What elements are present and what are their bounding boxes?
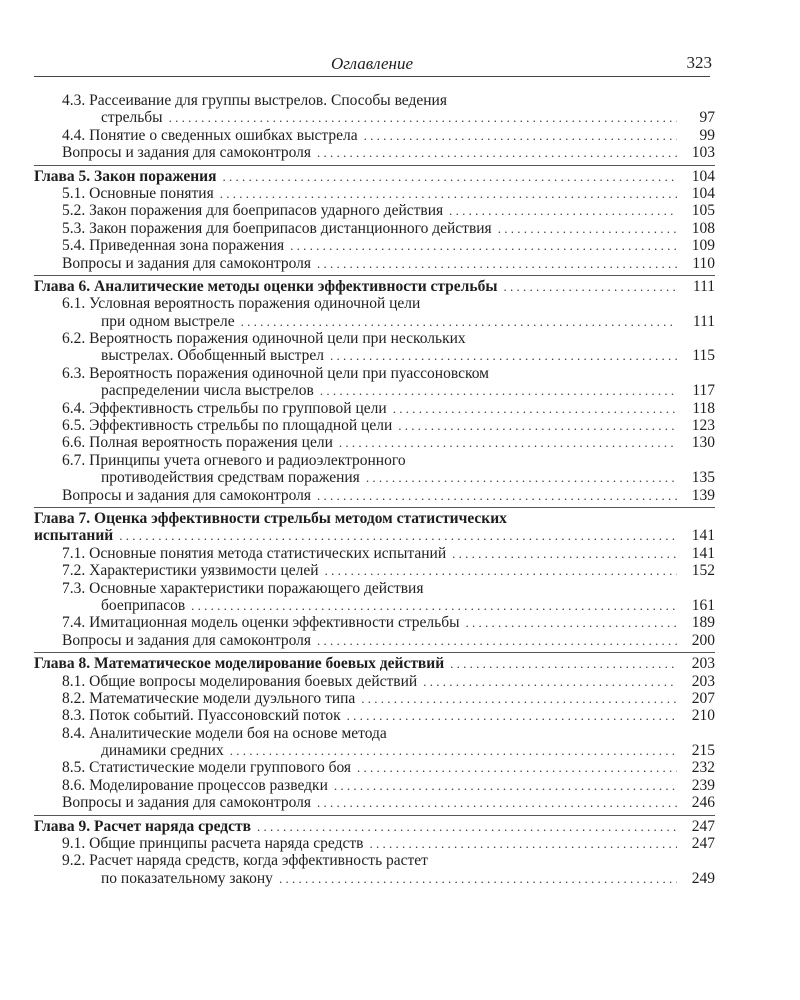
- dot-leader: [449, 202, 677, 219]
- toc-section-entry[interactable]: [34, 852, 715, 887]
- toc-section-entry[interactable]: [34, 92, 715, 127]
- toc-entry-title: Вопросы и задания для самоконтроля: [62, 254, 312, 272]
- toc-section-entry[interactable]: [34, 690, 715, 707]
- toc-review-entry[interactable]: [34, 632, 715, 649]
- toc-entry-title: 7.1. Основные понятия метода статистических испытаний: [62, 544, 447, 562]
- toc-entry-title: выстрелах. Обобщенный выстрел: [101, 347, 324, 365]
- toc-entry-page: 108: [691, 219, 715, 237]
- toc-entry-page: 97: [699, 109, 715, 127]
- toc-entry-title: Вопросы и задания для самоконтроля: [62, 144, 312, 162]
- toc-section-entry[interactable]: [34, 330, 715, 365]
- dot-leader: [325, 562, 677, 579]
- toc-entry-page: 152: [691, 562, 715, 580]
- toc-section-entry[interactable]: [34, 759, 715, 776]
- toc-entry-title: 4.4. Понятие о сведенных ошибках выстрела: [62, 126, 358, 144]
- toc-section-entry[interactable]: [34, 545, 715, 562]
- toc-entry-page: 111: [692, 312, 715, 330]
- toc-entry-page: 200: [691, 631, 715, 649]
- toc-entry-page: 141: [691, 544, 715, 562]
- toc-entry-page: 207: [691, 689, 715, 707]
- dot-leader: [317, 794, 677, 811]
- toc-entry-page: 103: [691, 144, 715, 162]
- toc-review-entry[interactable]: [34, 255, 715, 272]
- toc-entry-title: при одном выстреле: [101, 312, 235, 330]
- toc-entry-page: 203: [691, 655, 715, 673]
- toc-entry-title: испытаний: [34, 527, 114, 545]
- toc-section-entry[interactable]: [34, 452, 715, 487]
- toc-chapter-entry[interactable]: [34, 815, 715, 835]
- toc-section-entry[interactable]: [34, 365, 715, 400]
- toc-entry-title: 7.3. Основные характеристики поражающего действия: [62, 579, 424, 597]
- dot-leader: [317, 255, 677, 272]
- toc-section-entry[interactable]: [34, 835, 715, 852]
- toc-entry-page: 104: [691, 167, 715, 185]
- toc-entry-title: по показательному закону: [101, 869, 273, 887]
- dot-leader: [317, 144, 677, 161]
- toc-entry-title: 5.3. Закон поражения для боеприпасов дистанционного действия: [62, 219, 492, 237]
- toc-entry-page: 109: [691, 237, 715, 255]
- toc-entry-title: Глава 8. Математическое моделирование боевых действий: [34, 655, 445, 673]
- dot-leader: [347, 707, 677, 724]
- table-of-contents: [34, 92, 715, 887]
- toc-chapter-entry[interactable]: [34, 275, 715, 295]
- dot-leader: [503, 278, 677, 295]
- dot-leader: [498, 220, 677, 237]
- toc-entry-title: 6.4. Эффективность стрельбы по групповой цели: [62, 399, 387, 417]
- toc-entry-title: 9.2. Расчет наряда средств, когда эффективность растет: [62, 852, 428, 870]
- toc-section-entry[interactable]: [34, 417, 715, 434]
- toc-entry-page: 215: [691, 742, 715, 760]
- toc-entry-title: 7.4. Имитационная модель оценки эффективности стрельбы: [62, 614, 460, 632]
- toc-chapter-entry[interactable]: [34, 165, 715, 185]
- toc-entry-title: Вопросы и задания для самоконтроля: [62, 794, 312, 812]
- toc-entry-page: 247: [691, 835, 715, 853]
- toc-section-entry[interactable]: [34, 202, 715, 219]
- toc-entry-title: 4.3. Рассеивание для группы выстрелов. Способы ведения: [62, 92, 447, 109]
- toc-entry-title: 6.1. Условная вероятность поражения одиночной цели: [62, 295, 421, 313]
- toc-entry-title: 6.6. Полная вероятность поражения цели: [62, 434, 333, 452]
- dot-leader: [452, 545, 677, 562]
- toc-entry-title: 6.7. Принципы учета огневого и радиоэлектронного: [62, 451, 406, 469]
- toc-entry-page: 99: [699, 126, 715, 144]
- toc-entry-page: 210: [691, 707, 715, 725]
- toc-entry-page: 115: [692, 347, 715, 365]
- toc-entry-title: 5.1. Основные понятия: [62, 184, 214, 202]
- dot-leader: [169, 109, 677, 126]
- toc-entry-title: Глава 5. Закон поражения: [34, 167, 217, 185]
- toc-review-entry[interactable]: [34, 487, 715, 504]
- toc-entry-title: Вопросы и задания для самоконтроля: [62, 486, 312, 504]
- toc-entry-title: 8.4. Аналитические модели боя на основе метода: [62, 724, 387, 742]
- toc-section-entry[interactable]: [34, 400, 715, 417]
- toc-entry-page: 203: [691, 672, 715, 690]
- dot-leader: [357, 759, 677, 776]
- dot-leader: [220, 185, 677, 202]
- page-number: 323: [686, 53, 712, 72]
- toc-section-entry[interactable]: [34, 434, 715, 451]
- toc-section-entry[interactable]: [34, 614, 715, 631]
- toc-section-entry[interactable]: [34, 580, 715, 615]
- toc-entry-page: 139: [691, 486, 715, 504]
- toc-section-entry[interactable]: [34, 237, 715, 254]
- toc-entry-page: 247: [691, 817, 715, 835]
- dot-leader: [230, 742, 677, 759]
- toc-entry-title: Вопросы и задания для самоконтроля: [62, 631, 312, 649]
- toc-entry-page: 117: [692, 382, 715, 400]
- dot-leader: [320, 382, 677, 399]
- dot-leader: [290, 237, 677, 254]
- toc-entry-title: 6.5. Эффективность стрельбы по площадной цели: [62, 417, 393, 435]
- toc-entry-page: 246: [691, 794, 715, 812]
- toc-entry-title: Глава 6. Аналитические методы оценки эффективности стрельбы: [34, 277, 498, 295]
- dot-leader: [222, 168, 677, 185]
- toc-entry-title: 8.6. Моделирование процессов разведки: [62, 776, 328, 794]
- dot-leader: [330, 347, 677, 364]
- running-header-title: Оглавление: [330, 54, 414, 73]
- toc-entry-page: 111: [692, 277, 715, 295]
- toc-section-entry[interactable]: [34, 777, 715, 794]
- toc-entry-title: боеприпасов: [101, 596, 186, 614]
- toc-entry-title: 9.1. Общие принципы расчета наряда средств: [62, 835, 364, 853]
- toc-entry-page: 118: [692, 399, 715, 417]
- toc-entry-title: 8.2. Математические модели дуэльного типа: [62, 689, 356, 707]
- dot-leader: [369, 835, 677, 852]
- toc-entry-page: 110: [692, 254, 715, 272]
- toc-entry-title: 6.3. Вероятность поражения одиночной цели при пуассоновском: [62, 364, 489, 382]
- dot-leader: [339, 434, 677, 451]
- toc-chapter-entry[interactable]: [34, 652, 715, 672]
- toc-chapter-entry[interactable]: [34, 507, 715, 545]
- dot-leader: [317, 487, 677, 504]
- toc-entry-title: 7.2. Характеристики уязвимости целей: [62, 562, 319, 580]
- toc-section-entry[interactable]: [34, 127, 715, 144]
- toc-entry-title: 8.5. Статистические модели группового боя: [62, 759, 352, 777]
- toc-section-entry[interactable]: [34, 185, 715, 202]
- dot-leader: [423, 673, 677, 690]
- toc-entry-page: 249: [691, 869, 715, 887]
- toc-entry-title: Глава 7. Оценка эффективности стрельбы методом статистических: [34, 509, 507, 527]
- toc-section-entry[interactable]: [34, 725, 715, 760]
- toc-entry-title: стрельбы: [101, 109, 163, 127]
- toc-entry-title: динамики средних: [101, 742, 224, 760]
- toc-entry-page: 141: [691, 527, 715, 545]
- toc-entry-page: 104: [691, 184, 715, 202]
- toc-entry-title: 5.4. Приведенная зона поражения: [62, 237, 285, 255]
- toc-entry-title: распределении числа выстрелов: [101, 382, 314, 400]
- dot-leader: [366, 469, 677, 486]
- dot-leader: [257, 818, 677, 835]
- dot-leader: [450, 655, 677, 672]
- toc-entry-title: 8.1. Общие вопросы моделирования боевых действий: [62, 672, 418, 690]
- dot-leader: [393, 400, 677, 417]
- toc-review-entry[interactable]: [34, 794, 715, 811]
- dot-leader: [191, 597, 677, 614]
- dot-leader: [241, 313, 677, 330]
- toc-entry-page: 123: [691, 417, 715, 435]
- toc-section-entry[interactable]: [34, 295, 715, 330]
- toc-section-entry[interactable]: [34, 220, 715, 237]
- dot-leader: [364, 127, 677, 144]
- toc-entry-title: противодействия средствам поражения: [101, 469, 360, 487]
- toc-entry-page: 189: [691, 614, 715, 632]
- toc-entry-page: 135: [691, 469, 715, 487]
- toc-entry-page: 130: [691, 434, 715, 452]
- toc-section-entry[interactable]: [34, 562, 715, 579]
- toc-review-entry[interactable]: [34, 144, 715, 161]
- toc-section-entry[interactable]: [34, 707, 715, 724]
- dot-leader: [398, 417, 677, 434]
- dot-leader: [317, 632, 677, 649]
- running-header: [34, 50, 710, 77]
- toc-entry-title: 6.2. Вероятность поражения одиночной цели при нескольких: [62, 330, 466, 348]
- dot-leader: [466, 614, 677, 631]
- dot-leader: [334, 777, 677, 794]
- dot-leader: [361, 690, 677, 707]
- toc-entry-title: 8.3. Поток событий. Пуассоновский поток: [62, 707, 341, 725]
- toc-entry-title: 5.2. Закон поражения для боеприпасов ударного действия: [62, 202, 444, 220]
- toc-entry-page: 105: [691, 202, 715, 220]
- dot-leader: [119, 527, 677, 544]
- toc-entry-page: 161: [691, 596, 715, 614]
- toc-entry-title: Глава 9. Расчет наряда средств: [34, 817, 251, 835]
- toc-entry-page: 239: [691, 776, 715, 794]
- dot-leader: [279, 870, 677, 887]
- toc-entry-page: 232: [691, 759, 715, 777]
- toc-section-entry[interactable]: [34, 673, 715, 690]
